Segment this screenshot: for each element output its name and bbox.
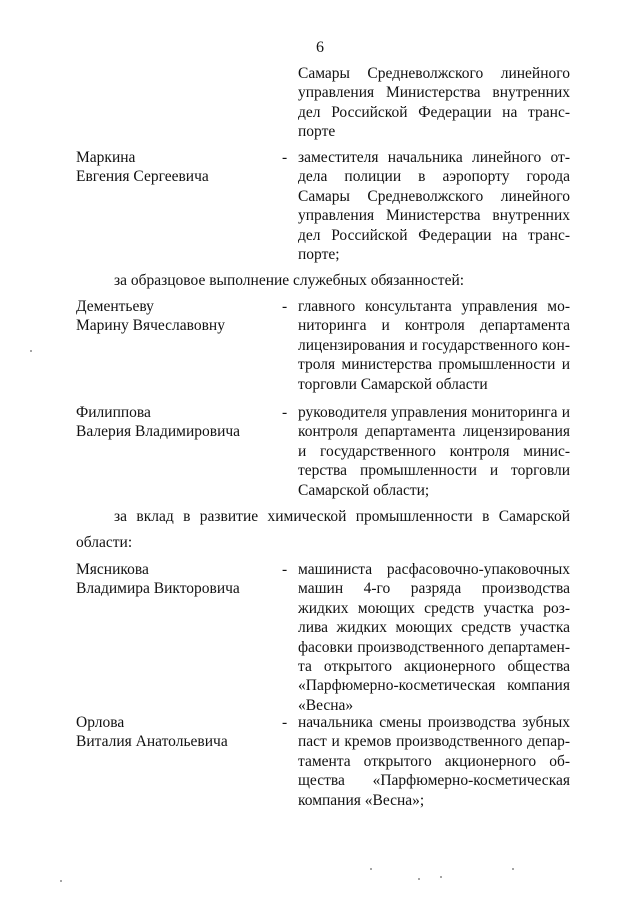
given-names: Марину Вячеславовну [76, 317, 225, 335]
surname: Маркина [76, 149, 136, 166]
surname: Орлова [76, 714, 125, 731]
text-line: тамента открытого акционерного об- [298, 752, 570, 770]
scan-speck [30, 350, 32, 352]
text-line: дел Российской Федерации на транс- [298, 103, 570, 121]
section-heading-chemical-cont [76, 533, 570, 552]
person-name [76, 560, 276, 599]
dash: - [282, 561, 288, 578]
scan-speck [60, 880, 62, 882]
dash: - [282, 404, 288, 421]
person-name [76, 713, 276, 752]
person-name [76, 403, 276, 442]
position-description [298, 148, 570, 264]
text-line: и государственного контроля минис- [298, 442, 570, 460]
position-description [298, 403, 570, 500]
text-line: «Парфюмерно-косметическая компания [298, 677, 570, 695]
section-text: области: [76, 534, 133, 551]
dash: - [282, 714, 288, 731]
text-line: компания «Весна»; [298, 791, 425, 809]
section-text: за образцовое выполнение служебных обязанностей: [114, 272, 465, 289]
position-description [298, 297, 570, 394]
scan-speck [418, 878, 420, 880]
text-line: Самары Средневолжского линейного [298, 187, 570, 205]
text-line: начальника смены производства зубных [298, 714, 570, 731]
text-line: терства промышленности и торговли [298, 462, 570, 480]
text-line: контроля департамента лицензирования [298, 423, 570, 441]
text-line: машиниста расфасовочно-упаковочных [298, 561, 570, 578]
scan-speck [370, 868, 372, 870]
text-line: Самарской области; [298, 481, 430, 499]
scan-speck [512, 868, 514, 870]
text-line: паст и кремов производственного депар- [298, 733, 570, 751]
given-names: Евгения Сергеевича [76, 168, 209, 186]
section-text: за вклад в развитие химической промышленности в Самарской [114, 508, 570, 525]
text-line: порте [298, 123, 336, 141]
text-line: та открытого акционерного общества [298, 658, 570, 676]
text-line: Самары Средневолжского линейного [298, 65, 570, 82]
text-line: лицензирования и государственного кон- [298, 336, 570, 354]
text-line: управления Министерства внутренних [298, 84, 570, 102]
text-line: дела полиции в аэропорту города [298, 168, 570, 186]
text-line: торговли Самарской области [298, 375, 488, 393]
scan-speck [440, 876, 442, 878]
text-line: заместителя начальника линейного от- [298, 149, 570, 166]
text-line: руководителя управления мониторинга и [298, 404, 570, 421]
page-number: 6 [316, 39, 324, 56]
text-line: фасовки производственного департамен- [298, 638, 570, 656]
text-line: управления Министерства внутренних [298, 207, 570, 225]
given-names: Виталия Анатольевича [76, 733, 228, 751]
continued-description [298, 64, 570, 142]
text-line: главного консультанта управления мо- [298, 298, 570, 315]
given-names: Владимира Викторовича [76, 580, 240, 598]
text-line: порте; [298, 246, 340, 264]
surname: Мясникова [76, 561, 149, 578]
position-description [298, 713, 570, 810]
section-heading-chemical [76, 507, 570, 526]
surname: Филиппова [76, 404, 151, 421]
text-line: лива жидких моющих средств участка [298, 619, 570, 637]
person-name [76, 297, 276, 336]
text-line: «Весна» [298, 696, 354, 714]
text-line: дел Российской Федерации на транс- [298, 226, 570, 244]
dash: - [282, 298, 288, 315]
text-line: щества «Парфюмерно-косметическая [298, 772, 570, 790]
text-line: троля министерства промышленности и [298, 356, 570, 374]
dash: - [282, 149, 288, 166]
given-names: Валерия Владимировича [76, 423, 241, 441]
text-line: машин 4-го разряда производства [298, 580, 570, 598]
text-line: жидких моющих средств участка роз- [298, 599, 570, 617]
text-line: ниторинга и контроля департамента [298, 317, 570, 335]
position-description [298, 560, 570, 715]
person-name [76, 148, 276, 187]
section-heading-service [76, 271, 570, 290]
surname: Дементьеву [76, 298, 154, 315]
